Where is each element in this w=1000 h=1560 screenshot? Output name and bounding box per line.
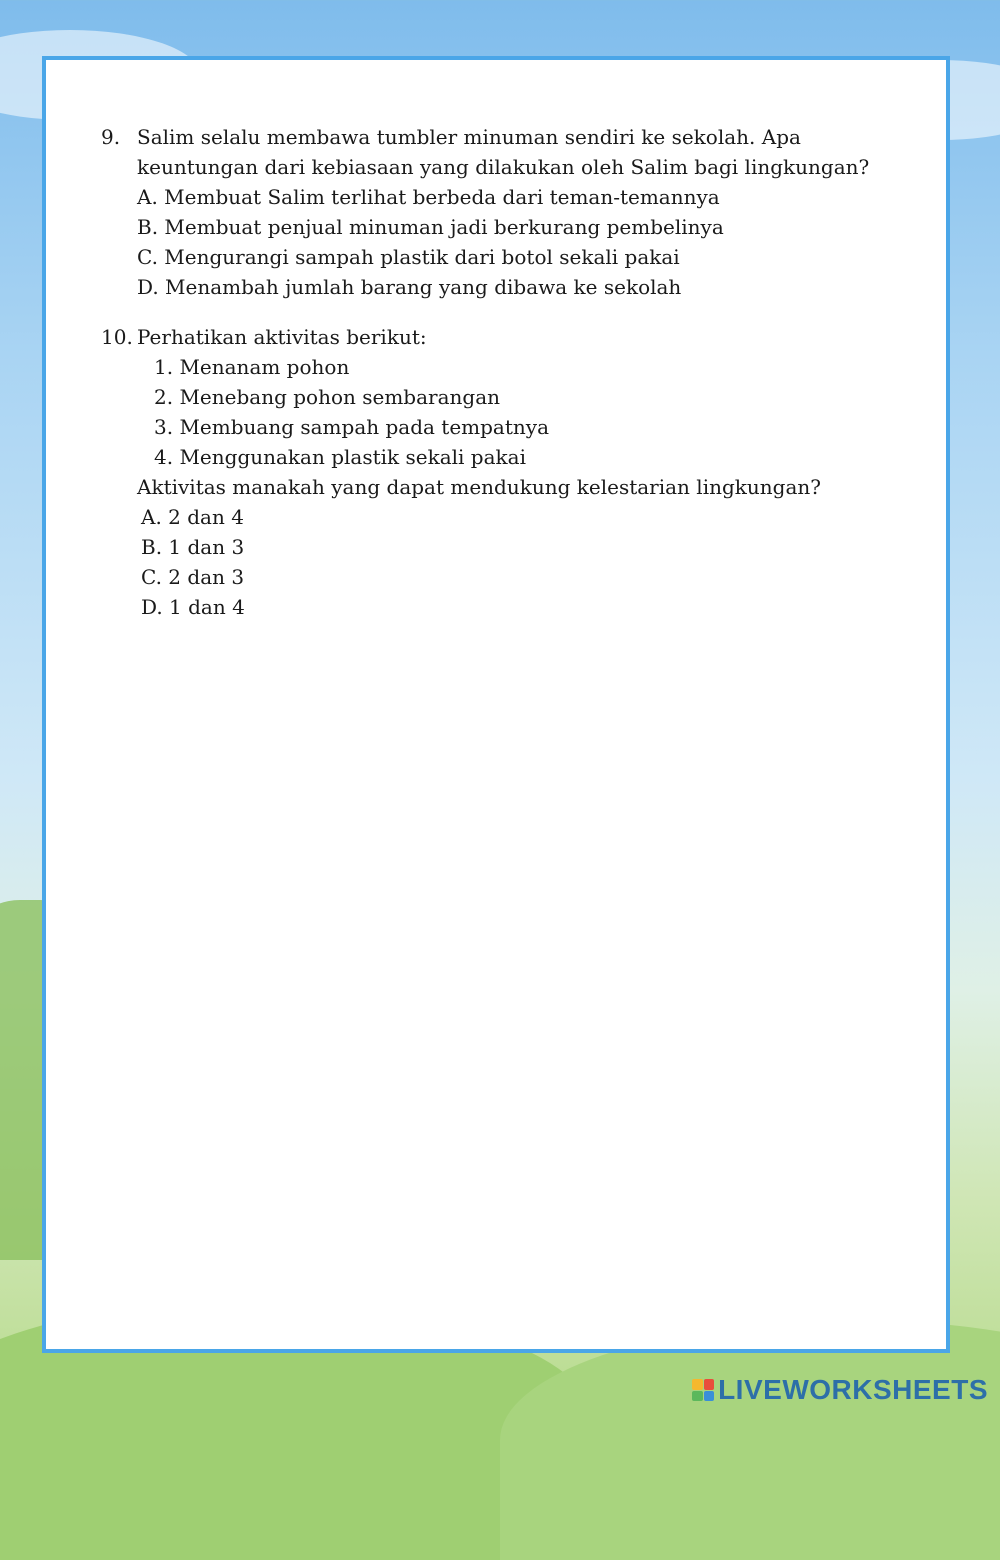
activity-item: 2. Menebang pohon sembarangan [154, 385, 501, 409]
question-intro: Perhatikan aktivitas berikut: [137, 325, 427, 349]
liveworksheets-logo[interactable] [692, 1374, 988, 1406]
answer-option-b[interactable]: B. 1 dan 3 [141, 535, 245, 559]
answer-option-a[interactable]: A. 2 dan 4 [141, 505, 244, 529]
answer-option-c[interactable]: C. Mengurangi sampah plastik dari botol sekali pakai [137, 245, 680, 269]
answer-option-a[interactable]: A. Membuat Salim terlihat berbeda dari teman-temannya [137, 185, 720, 209]
liveworksheets-logo-icon [692, 1379, 714, 1401]
question-number: 9. [101, 125, 121, 149]
background-hill [500, 1320, 1000, 1560]
question-10 [101, 322, 921, 622]
answer-option-d[interactable]: D. 1 dan 4 [141, 595, 245, 619]
logo-text: LIVEWORKSHEETS [718, 1374, 988, 1405]
question-9 [101, 122, 921, 302]
answer-option-c[interactable]: C. 2 dan 3 [141, 565, 245, 589]
activity-item: 3. Membuang sampah pada tempatnya [154, 415, 549, 439]
activity-item: 4. Menggunakan plastik sekali pakai [154, 445, 526, 469]
worksheet-page [42, 56, 950, 1353]
activity-item: 1. Menanam pohon [154, 355, 350, 379]
question-text: Aktivitas manakah yang dapat mendukung kelestarian lingkungan? [137, 475, 821, 499]
question-text: Salim selalu membawa tumbler minuman sendiri ke sekolah. Apa keuntungan dari kebiasaan yang dilakukan oleh Salim bagi lingkungan? [137, 125, 870, 179]
question-number: 10. [101, 325, 133, 349]
answer-option-b[interactable]: B. Membuat penjual minuman jadi berkurang pembelinya [137, 215, 724, 239]
answer-option-d[interactable]: D. Menambah jumlah barang yang dibawa ke sekolah [137, 275, 682, 299]
